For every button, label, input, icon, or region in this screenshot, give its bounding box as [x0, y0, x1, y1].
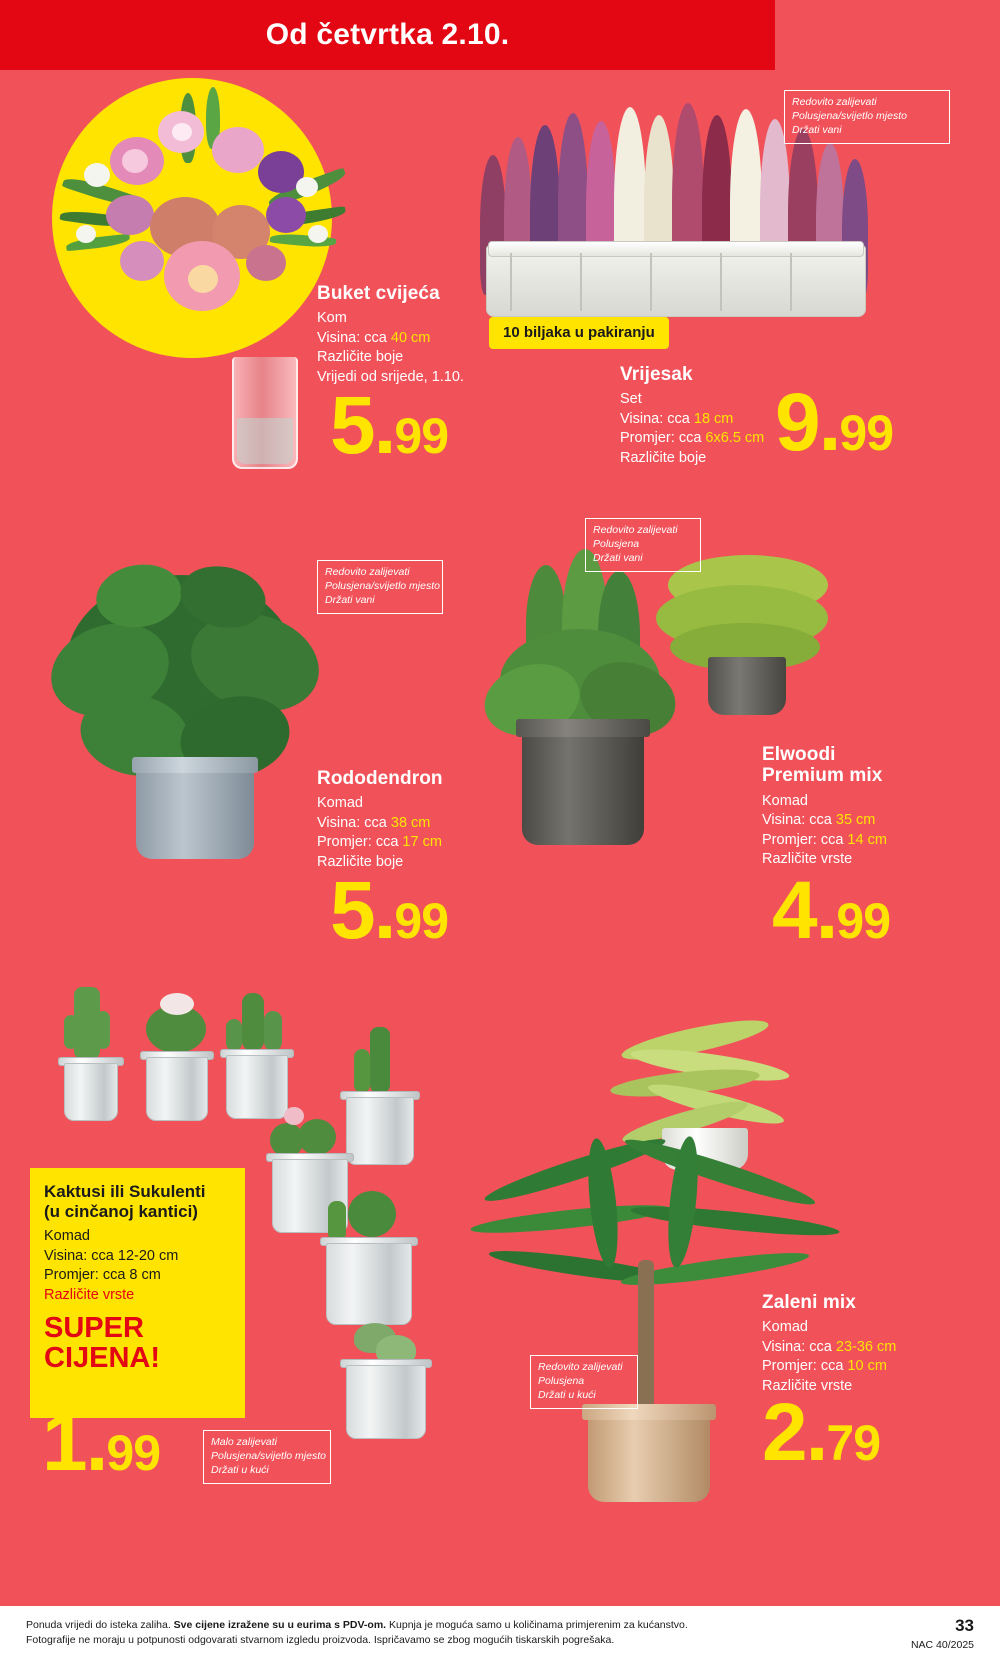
care-line-3: Držati vani [593, 552, 643, 565]
product-spec-diameter: Promjer: cca 10 cm [762, 1358, 887, 1375]
price-integer: 9 [775, 377, 819, 468]
product-spec-types: Različite vrste [44, 1286, 135, 1303]
footer-line-2: Fotografije ne moraju u potpunosti odgovarati stvarnom izgledu proizvoda. Ispričavamo se zbog mogućih tiskarskih pogrešaka. [26, 1634, 615, 1647]
pot [522, 725, 644, 845]
product-unit: Komad [762, 792, 808, 809]
price-decimal: 79 [826, 1415, 881, 1471]
product-spec-diameter: Promjer: cca 8 cm [44, 1267, 161, 1284]
footer-disclaimer [26, 1618, 726, 1648]
care-line-1: Redovito zalijevati [792, 96, 877, 108]
footer-line-1: Ponuda vrijedi do isteka zaliha. Sve cijene izražene su u eurima s PDV-om. Kupnja je moguća samo u količinama primjerenim za kućanstvo. [26, 1619, 688, 1631]
care-note-elwoodi [585, 518, 701, 572]
price-integer: 4 [772, 865, 816, 956]
price-kaktusi: 1.99 [42, 1397, 161, 1488]
product-info-zaleni-mix [762, 1292, 992, 1397]
price-buket-cvijeca: 5.99 [330, 380, 449, 471]
rhododendron-illustration [40, 565, 330, 925]
care-line-2: Polusjena/svijetlo mjesto [211, 1450, 326, 1463]
care-note-kaktusi [203, 1430, 331, 1484]
product-spec-colors: Različite boje [317, 853, 404, 870]
product-validity: Vrijedi od srijede, 1.10. [317, 368, 464, 385]
product-spec-height: Visina: cca 12-20 cm [44, 1247, 179, 1264]
product-title-line1: Elwoodi [762, 744, 836, 765]
care-line-3: Držati u kući [211, 1464, 269, 1477]
product-spec-diameter: Promjer: cca 17 cm [317, 834, 442, 851]
product-spec-colors: Različite boje [620, 449, 707, 466]
price-decimal: 99 [394, 408, 449, 464]
footer [0, 1606, 1000, 1678]
promo-line1: SUPER [44, 1312, 144, 1345]
price-decimal: 99 [836, 893, 891, 949]
vase [232, 357, 298, 469]
price-decimal: 99 [394, 893, 449, 949]
badge-vrijesak-quantity: 10 biljaka u pakiranju [489, 317, 669, 349]
product-title-line2: (u cinčanoj kantici) [44, 1202, 198, 1222]
price-integer: 5 [330, 380, 374, 471]
product-spec-height: Visina: cca 35 cm [762, 812, 876, 829]
product-spec-diameter: Promjer: cca 6x6.5 cm [620, 430, 765, 447]
product-spec-height: Visina: cca 18 cm [620, 410, 734, 427]
pot [588, 1410, 710, 1502]
product-title: Buket cvijeća [317, 283, 440, 304]
pot [136, 763, 254, 859]
page-code: NAC 40/2025 [910, 1639, 974, 1651]
care-line-3: Držati vani [792, 124, 842, 137]
price-integer: 2 [762, 1387, 806, 1478]
price-decimal: 99 [106, 1425, 161, 1481]
care-line-2: Polusjena [538, 1375, 585, 1388]
product-spec-height: Visina: cca 40 cm [317, 329, 431, 346]
product-spec-height: Visina: cca 38 cm [317, 814, 431, 831]
promo-line2: CIJENA! [44, 1341, 161, 1374]
product-unit: Kom [317, 310, 347, 327]
product-unit: Set [620, 391, 642, 408]
product-spec-types: Različite vrste [762, 1377, 853, 1394]
product-spec-diameter: Promjer: cca 14 cm [762, 831, 887, 848]
care-line-3: Držati u kući [538, 1389, 596, 1402]
care-note-vrijesak [784, 90, 950, 144]
page-number: 33 [955, 1616, 974, 1635]
care-line-2: Polusjena/svijetlo mjesto [792, 110, 907, 123]
product-title: Vrijesak [620, 364, 693, 385]
care-note-rododendron [317, 560, 443, 614]
price-rododendron: 5.99 [330, 865, 449, 956]
care-line-2: Polusjena/svijetlo mjesto [325, 580, 440, 593]
care-note-zaleni-mix [530, 1355, 638, 1409]
price-zaleni-mix: 2.79 [762, 1387, 881, 1478]
care-line-1: Redovito zalijevati [538, 1361, 623, 1373]
product-title: Rododendron [317, 768, 443, 789]
product-spec-colors: Različite boje [317, 349, 404, 366]
care-line-1: Redovito zalijevati [325, 566, 410, 578]
price-vrijesak: 9.99 [775, 377, 894, 468]
product-spec-height: Visina: cca 23-36 cm [762, 1338, 897, 1355]
product-title-line2: Premium mix [762, 765, 883, 787]
care-line-1: Malo zalijevati [211, 1436, 277, 1448]
product-info-elwoodi [762, 744, 992, 870]
product-title-line1: Kaktusi ili Sukulenti [44, 1182, 206, 1201]
care-line-2: Polusjena [593, 538, 640, 551]
price-decimal: 99 [839, 405, 894, 461]
product-panel-kaktusi [30, 1168, 245, 1418]
price-integer: 1 [42, 1397, 86, 1488]
bouquet-illustration [60, 85, 350, 385]
product-spec-types: Različite vrste [762, 851, 853, 868]
product-unit: Komad [317, 795, 363, 812]
price-integer: 5 [330, 865, 374, 956]
price-elwoodi: 4.99 [772, 865, 891, 956]
product-unit: Komad [762, 1319, 808, 1336]
care-line-1: Redovito zalijevati [593, 524, 678, 536]
page-title: Od četvrtka 2.10. [265, 18, 510, 51]
product-unit: Komad [44, 1228, 90, 1245]
care-line-3: Držati vani [325, 594, 375, 607]
product-title: Zaleni mix [762, 1292, 856, 1313]
